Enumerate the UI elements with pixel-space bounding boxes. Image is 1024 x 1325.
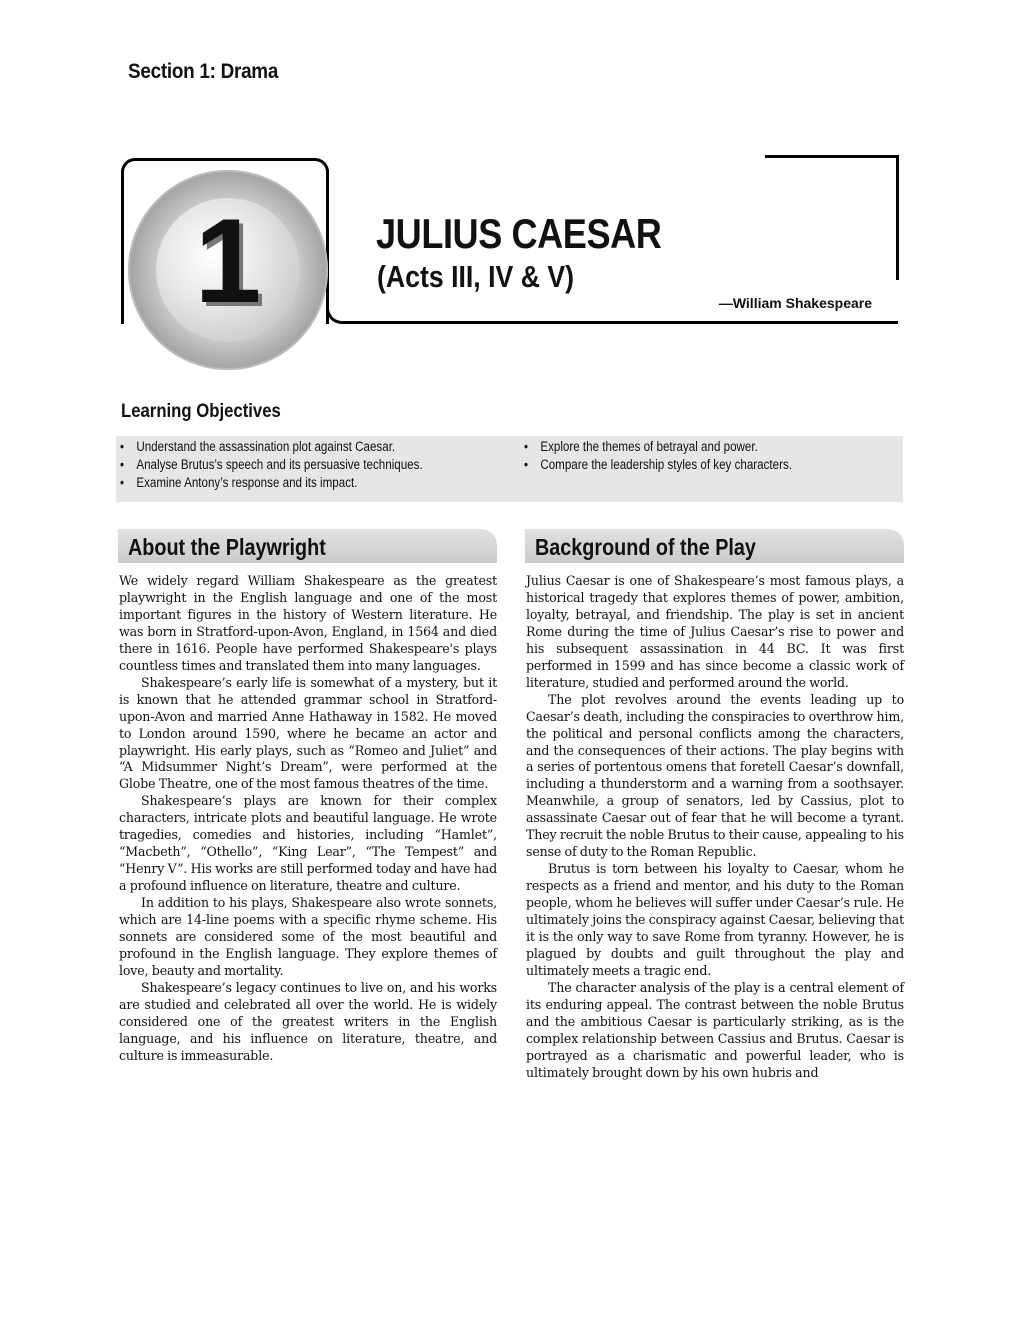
body-paragraph: The character analysis of the play is a central element of its enduring appeal. The contrast between the noble Brutus and the ambitious Caesar is particularly striking, as is the complex relationship between Cassius and Brutus. Caesar is portrayed as a charismatic and powerful leader, who is ultimately brought down by his own hubris and [526,979,904,1080]
background-heading-bar [525,529,904,563]
learning-objectives-left-list [120,438,472,492]
about-playwright-column [119,573,497,1065]
body-paragraph: In addition to his plays, Shakespeare also wrote sonnets, which are 14-line poems with a specific rhyme scheme. His sonnets are considered some of the most beautiful and profound in the English language. They explore themes of love, beauty and mortality. [119,895,497,978]
chapter-number: 1 [194,194,262,328]
learning-objectives-right-list [524,438,836,474]
about-playwright-heading-bar [118,529,497,563]
body-paragraph: We widely regard William Shakespeare as the greatest playwright in the English language and one of the most important figures in the history of Western literature. He was born in Stratford-upon-Avon, England, in 1564 and died there in 1616. People have performed Shakespeare's plays countless times and translated them into many languages. [119,573,497,673]
body-paragraph: Julius Caesar is one of Shakespeare’s most famous plays, a historical tragedy that explores themes of power, ambition, loyalty, betrayal, and friendship. The play is set in ancient Rome during the time of Julius Caesar’s rise to power and his subsequent assassination in 44 BC. It was first performed in 1599 and has since become a classic work of literature, studied and performed around the world. [526,573,904,690]
objective-item: • Understand the assassination plot against Caesar. [120,438,423,456]
body-paragraph: Shakespeare’s plays are known for their complex characters, intricate plots and beautiful language. He wrote tragedies, comedies and histories, including “Hamlet”, “Macbeth”, “Othello”, “King Lear”, “The Tempest” and “Henry V”. His works are still performed today and have had a profound influence on literature, theatre and culture. [119,793,497,894]
objective-item: • Analyse Brutus’s speech and its persuasive techniques. [120,456,423,474]
background-column [526,573,904,1082]
about-playwright-heading: About the Playwright [128,534,326,560]
body-paragraph: Shakespeare’s early life is somewhat of a mystery, but it is known that he attended grammar school in Stratford-upon-Avon and married Anne Hathaway in 1582. He moved to London around 1590, where he became an actor and playwright. His early plays, such as “Romeo and Juliet” and “A Midsummer Night’s Dream”, were performed at the Globe Theatre, one of the most famous theatres of the time. [119,674,497,792]
header-frame-right-side [896,155,899,280]
body-paragraph: Shakespeare’s legacy continues to live on, and his works are studied and celebrated all over the world. He is widely considered one of the greatest writers in the English language, and his influence on literature, theatre, and culture is immeasurable. [119,979,497,1063]
objective-item: • Explore the themes of betrayal and power. [524,438,792,456]
chapter-author: —William Shakespeare [718,295,872,311]
chapter-subtitle: (Acts III, IV & V) [377,259,575,294]
learning-objectives-heading: Learning Objectives [121,401,281,422]
header-frame-corner [326,170,346,324]
objective-item: • Examine Antony’s response and its impact. [120,474,423,492]
header-frame-bottom [340,321,898,324]
section-label: Section 1: Drama [128,60,279,83]
background-heading: Background of the Play [535,534,756,560]
objective-item: • Compare the leadership styles of key characters. [524,456,792,474]
chapter-number-badge [128,170,328,370]
body-paragraph: The plot revolves around the events leading up to Caesar’s death, including the conspiracies to overthrow him, the political and personal conflicts among the characters, and the consequences of their actions. The play begins with a series of portentous omens that foretell Caesar’s downfall, including a thunderstorm and a warning from a soothsayer. Meanwhile, a group of senators, led by Cassius, plot to assassinate Caesar out of fear that he will become a tyrant. They recruit the noble Brutus to their cause, appealing to his sense of duty to the Roman Republic. [526,691,904,860]
body-paragraph: Brutus is torn between his loyalty to Caesar, whom he respects as a friend and mentor, and his duty to the Roman people, whom he believes will suffer under Caesar’s rule. He ultimately joins the conspiracy against Caesar, believing that it is the only way to save Rome from tyranny. However, he is plagued by doubts and guilt throughout the play and ultimately meets a tragic end. [526,861,904,978]
header-frame-right-top [765,155,899,158]
chapter-title: JULIUS CAESAR [376,210,662,257]
